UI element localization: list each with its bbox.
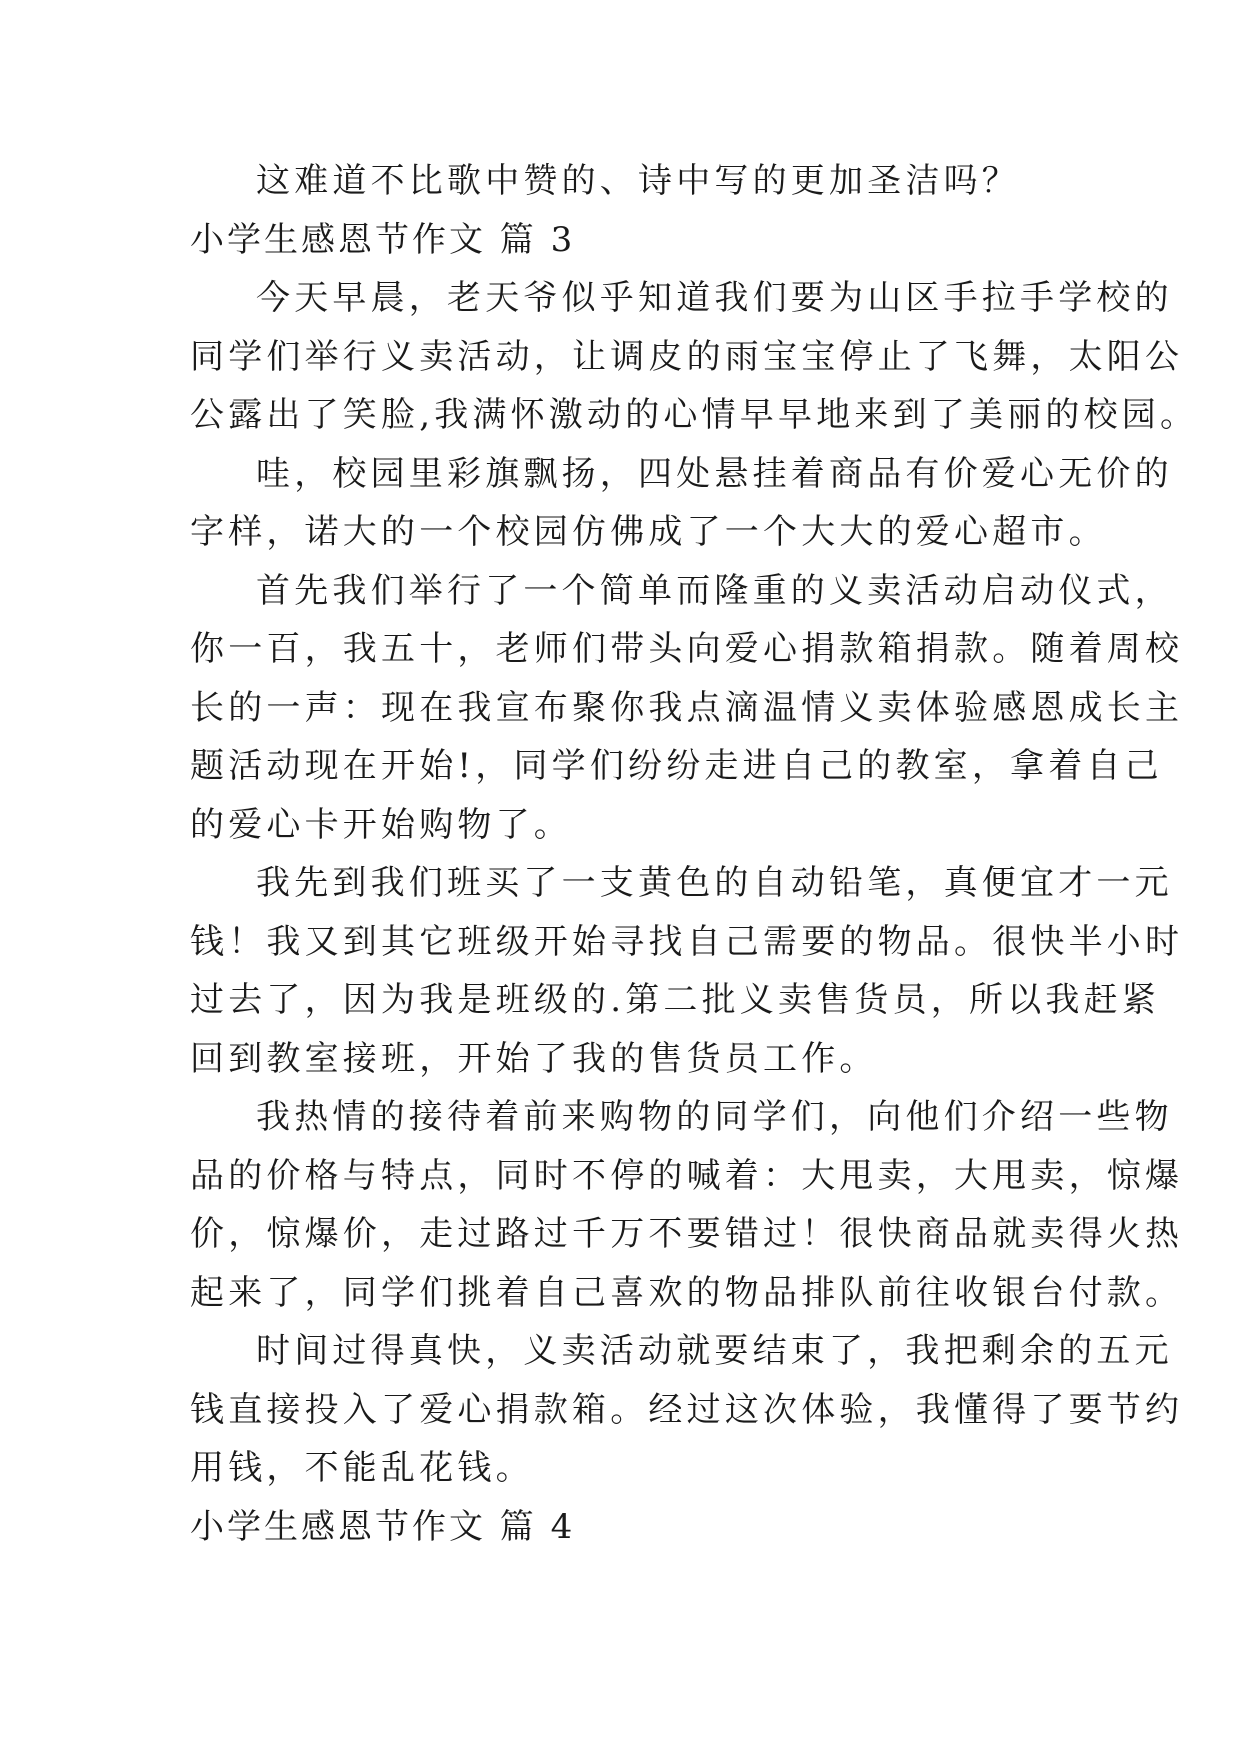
paragraph-line: 用钱，不能乱花钱。: [190, 1448, 534, 1488]
paragraph-line: 的爱心卡开始购物了。: [190, 804, 572, 845]
section-heading: 小学生感恩节作文 篇 3: [190, 219, 576, 260]
paragraph-line: 首先我们举行了一个简单而隆重的义卖活动启动仪式，: [256, 570, 1173, 611]
paragraph-line: 起来了，同学们挑着自己喜欢的物品排队前往收银台付款。: [190, 1272, 1184, 1313]
paragraph-line: 我热情的接待着前来购物的同学们，向他们介绍一些物: [256, 1097, 1173, 1137]
paragraph-line: 题活动现在开始!，同学们纷纷走进自己的教室，拿着自己: [190, 746, 1163, 786]
paragraph-line: 时间过得真快，义卖活动就要结束了，我把剩余的五元: [256, 1331, 1173, 1371]
paragraph-line: 公露出了笑脸,我满怀激动的心情早早地来到了美丽的校园。: [190, 395, 1199, 435]
section-heading: 小学生感恩节作文 篇 4: [190, 1506, 576, 1547]
paragraph-line: 字样，诺大的一个校园仿佛成了一个大大的爱心超市。: [190, 512, 1107, 552]
paragraph-line: 过去了，因为我是班级的.第二批义卖售货员，所以我赶紧: [190, 980, 1161, 1020]
paragraph-line: 我先到我们班买了一支黄色的自动铅笔，真便宜才一元: [256, 863, 1173, 903]
paragraph-line: 同学们举行义卖活动，让调皮的雨宝宝停止了飞舞，太阳公: [190, 336, 1184, 377]
paragraph-line: 钱直接投入了爱心捐款箱。经过这次体验，我懂得了要节约: [190, 1389, 1184, 1430]
document-page: [190, 152, 1199, 1556]
paragraph-line: 哇，校园里彩旗飘扬，四处悬挂着商品有价爱心无价的: [256, 453, 1173, 494]
paragraph-line: 价，惊爆价，走过路过千万不要错过！很快商品就卖得火热: [190, 1214, 1184, 1254]
paragraph-line: 你一百，我五十，老师们带头向爱心捐款箱捐款。随着周校: [190, 629, 1184, 669]
paragraph-line: 今天早晨，老天爷似乎知道我们要为山区手拉手学校的: [256, 278, 1173, 318]
paragraph-line: 这难道不比歌中赞的、诗中写的更加圣洁吗？: [256, 161, 1020, 201]
paragraph-line: 品的价格与特点，同时不停的喊着：大甩卖，大甩卖，惊爆: [190, 1155, 1184, 1196]
paragraph-line: 长的一声：现在我宣布聚你我点滴温情义卖体验感恩成长主: [190, 687, 1184, 728]
paragraph-line: 回到教室接班，开始了我的售货员工作。: [190, 1038, 878, 1079]
paragraph-line: 钱！我又到其它班级开始寻找自己需要的物品。很快半小时: [190, 921, 1184, 962]
